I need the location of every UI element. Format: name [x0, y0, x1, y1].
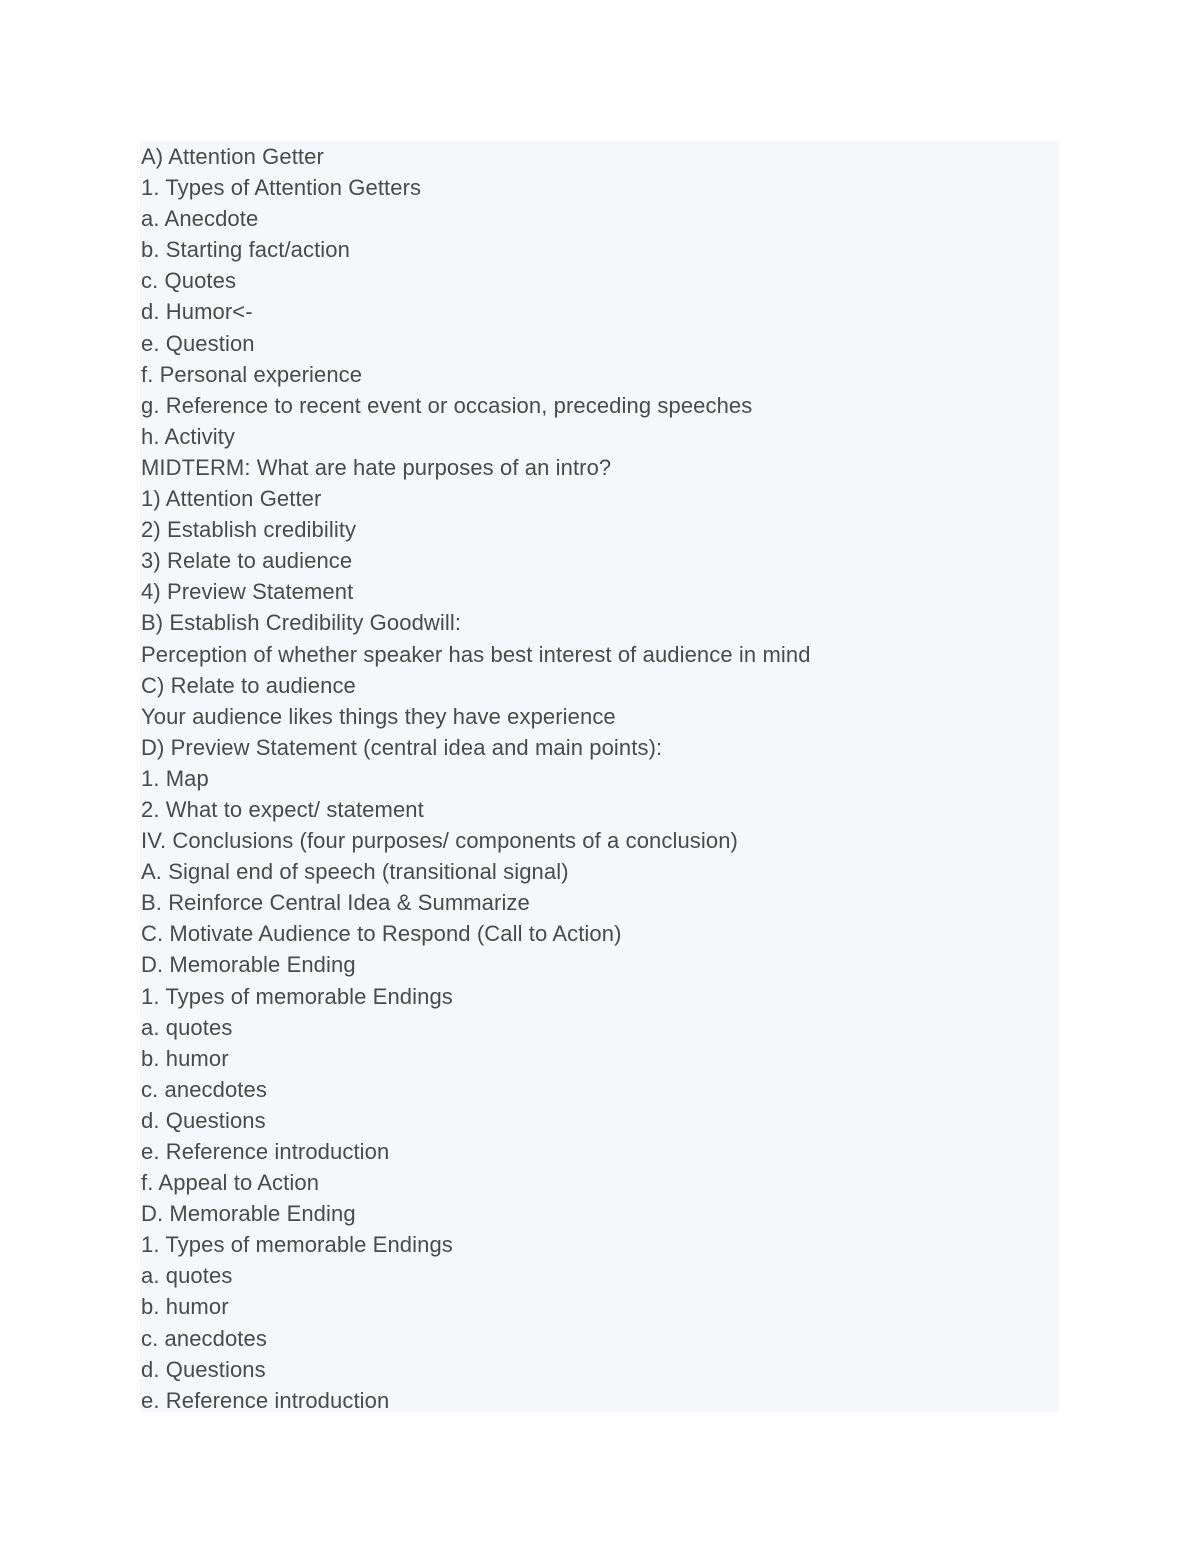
text-line: 2. What to expect/ statement: [141, 796, 424, 822]
text-line: f. Appeal to Action: [141, 1170, 320, 1196]
text-line: b. humor: [141, 1045, 229, 1071]
text-line: Perception of whether speaker has best interest of audience in mind: [141, 641, 811, 667]
text-line: e. Reference introduction: [141, 1139, 390, 1164]
text-line: B. Reinforce Central Idea & Summarize: [141, 890, 530, 916]
text-line: c. Quotes: [141, 268, 237, 294]
text-line: D. Memorable Ending: [141, 952, 356, 978]
text-line: 1) Attention Getter: [141, 486, 322, 512]
text-line: b. Starting fact/action: [141, 237, 350, 263]
text-line: b. humor: [141, 1294, 229, 1320]
text-line: e. Reference introduction: [141, 1387, 390, 1413]
text-line: g. Reference to recent event or occasion, preceding speeches: [141, 392, 753, 418]
text-line: 1. Types of Attention Getters: [141, 175, 422, 201]
text-line: C) Relate to audience: [141, 672, 356, 698]
text-line: D) Preview Statement (central idea and main points):: [141, 734, 663, 760]
text-line: A) Attention Getter: [141, 144, 324, 169]
text-line: Your audience likes things they have experience: [141, 703, 616, 729]
text-line: 2) Establish credibility: [141, 517, 357, 543]
text-line: 4) Preview Statement: [141, 579, 354, 605]
text-line: B) Establish Credibility Goodwill:: [141, 610, 462, 636]
text-line: c. anecdotes: [141, 1076, 267, 1102]
text-line: D. Memorable Ending: [141, 1201, 356, 1227]
text-line: h. Activity: [141, 423, 236, 449]
document-text-lines: [141, 141, 1051, 1416]
text-line: MIDTERM: What are hate purposes of an intro?: [141, 454, 612, 480]
text-line: a. quotes: [141, 1014, 233, 1040]
text-line: C. Motivate Audience to Respond (Call to Action): [141, 921, 622, 947]
text-line: a. Anecdote: [141, 206, 259, 232]
text-line: c. anecdotes: [141, 1325, 267, 1351]
text-line: e. Question: [141, 330, 255, 356]
text-line: IV. Conclusions (four purposes/ components of a conclusion): [141, 828, 738, 854]
text-line: 3) Relate to audience: [141, 548, 353, 574]
text-line: 1. Map: [141, 765, 209, 791]
text-line: 1. Types of memorable Endings: [141, 983, 453, 1009]
text-line: 1. Types of memorable Endings: [141, 1232, 453, 1258]
text-line: A. Signal end of speech (transitional signal): [141, 859, 569, 885]
text-line: a. quotes: [141, 1263, 233, 1289]
text-line: f. Personal experience: [141, 361, 363, 387]
text-line: d. Questions: [141, 1356, 266, 1382]
text-line: d. Humor<-: [141, 299, 253, 325]
text-line: d. Questions: [141, 1107, 266, 1133]
